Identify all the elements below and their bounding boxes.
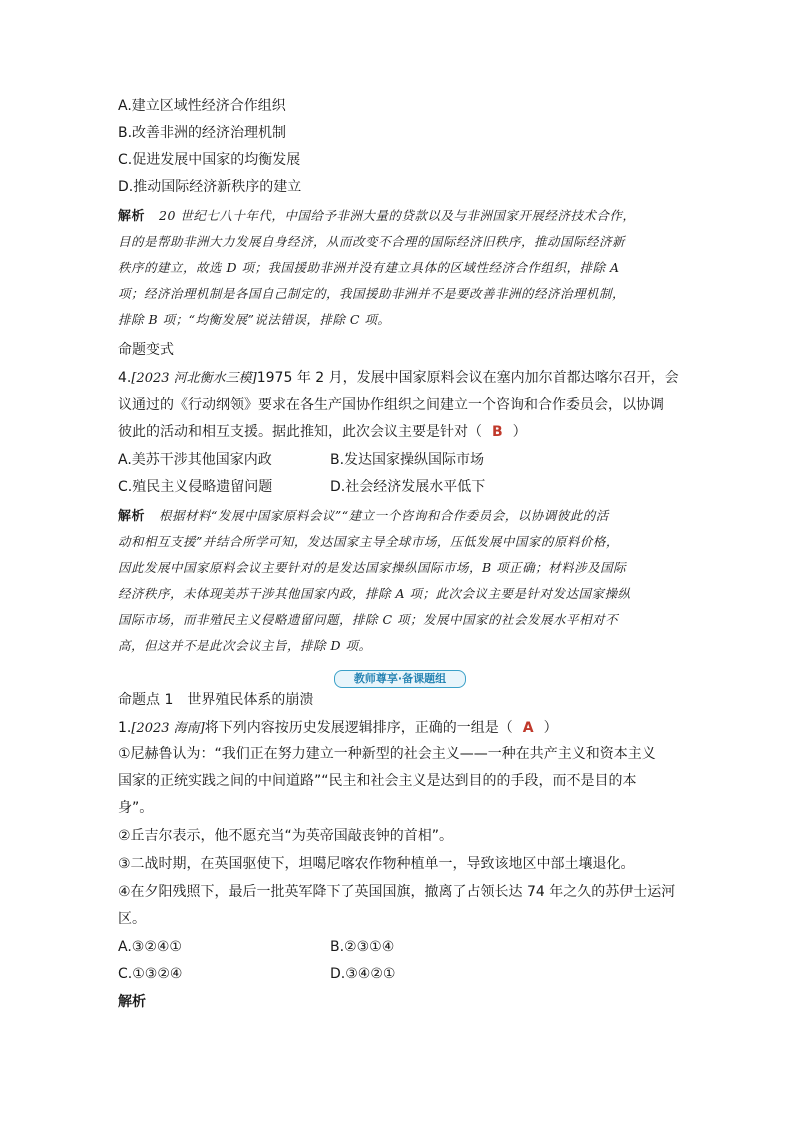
q4-analysis-line-6: 高，但这并不是此次会议主旨，排除 D 项。 — [118, 638, 372, 653]
q1-source: [2023 海南] — [131, 721, 205, 736]
q4-option-d: D.社会经济发展水平低下 — [330, 479, 486, 495]
q4-stem-line-3: 彼此的活动和相互支援。据此推知，此次会议主要是针对（ B ） — [118, 424, 527, 440]
q4-source: [2023 河北衡水三模] — [131, 371, 257, 386]
prev-analysis-line-5: 排除 B 项；“均衡发展”说法错误，排除 C 项。 — [118, 312, 391, 327]
q4-analysis-line-2: 动和相互支援”并结合所学可知，发达国家主导全球市场，压低发展中国家的原料价格， — [118, 534, 619, 549]
topic-heading: 命题点 1 世界殖民体系的崩溃 — [118, 692, 314, 708]
q4-analysis-line-1: 解析 根据材料“发展中国家原料会议”“建立一个咨询和合作委员会，以协调彼此的活 — [118, 508, 609, 524]
prev-option-b: B.改善非洲的经济治理机制 — [118, 125, 287, 141]
q1-option-b: B.②③①④ — [330, 939, 395, 955]
q1-item-1-line-2: 国家的正统实践之间的中间道路”“民主和社会主义是达到目的的手段，而不是目的本 — [118, 773, 637, 789]
q1-option-c: C.①③②④ — [118, 966, 183, 982]
q1-option-d: D.③④②① — [330, 966, 396, 982]
prev-option-a: A.建立区域性经济合作组织 — [118, 98, 286, 114]
q4-option-c: C.殖民主义侵略遗留问题 — [118, 479, 273, 495]
q1-answer: A — [522, 720, 534, 736]
q4-analysis-line-4: 经济秩序，未体现美苏干涉其他国家内政，排除 A 项；此次会议主要是针对发达国家操纵 — [118, 586, 631, 601]
prev-analysis-line-2: 目的是帮助非洲大力发展自身经济，从而改变不合理的国际经济旧秩序，推动国际经济新 — [118, 234, 626, 249]
q4-analysis-line-5: 国际市场，而非殖民主义侵略遗留问题，排除 C 项；发展中国家的社会发展水平相对不 — [118, 612, 619, 627]
q4-option-a: A.美苏干涉其他国家内政 — [118, 452, 272, 468]
q4-stem-line-2: 议通过的《行动纲领》要求在各生产国协作组织之间建立一个咨询和合作委员会，以协调 — [118, 397, 664, 413]
prev-analysis-line-4: 项；经济治理机制是各国自己制定的，我国援助非洲并不是要改善非洲的经济治理机制， — [118, 286, 626, 301]
q1-item-4-line-1: ④在夕阳残照下，最后一批英军降下了英国国旗，撤离了占领长达 74 年之久的苏伊士运河 — [118, 884, 676, 900]
q1-item-4-line-2: 区。 — [118, 911, 146, 927]
prev-analysis-line-1: 解析 20 世纪七八十年代，中国给予非洲大量的贷款以及与非洲国家开展经济技术合作， — [118, 208, 636, 224]
analysis-label: 解析 — [118, 209, 146, 224]
q4-option-b: B.发达国家操纵国际市场 — [330, 452, 485, 468]
prev-option-c: C.促进发展中国家的均衡发展 — [118, 152, 301, 168]
q1-item-3: ③二战时期，在英国驱使下，坦噶尼喀农作物种植单一，导致该地区中部土壤退化。 — [118, 856, 635, 872]
prev-analysis-line-3: 秩序的建立，故选 D 项；我国援助非洲并没有建立具体的区域性经济合作组织，排除 A — [118, 260, 620, 275]
variant-title: 命题变式 — [118, 342, 174, 358]
analysis-label: 解析 — [118, 509, 146, 524]
q4-stem-line-1: 4.[2023 河北衡水三模]1975 年 2 月，发展中国家原料会议在塞内加尔首都达喀尔召开，会 — [118, 370, 679, 386]
q4-analysis-line-3: 因此发展中国家原料会议主要针对的是发达国家操纵国际市场，B 项正确；材料涉及国际 — [118, 560, 627, 575]
q1-item-2: ②丘吉尔表示，他不愿充当“为英帝国敲丧钟的首相”。 — [118, 828, 454, 844]
q1-item-1-line-3: 身”。 — [118, 800, 154, 816]
q1-option-a: A.③②④① — [118, 939, 182, 955]
q4-answer: B — [492, 424, 503, 440]
prev-option-d: D.推动国际经济新秩序的建立 — [118, 179, 302, 195]
q1-item-1-line-1: ①尼赫鲁认为：“我们正在努力建立一种新型的社会主义——一种在共产主义和资本主义 — [118, 746, 656, 762]
q1-stem: 1.[2023 海南]将下列内容按历史发展逻辑排序，正确的一组是（ A ） — [118, 720, 558, 736]
teacher-banner: 教师尊享·备课题组 — [334, 670, 466, 688]
q1-analysis-label: 解析 — [118, 994, 146, 1010]
